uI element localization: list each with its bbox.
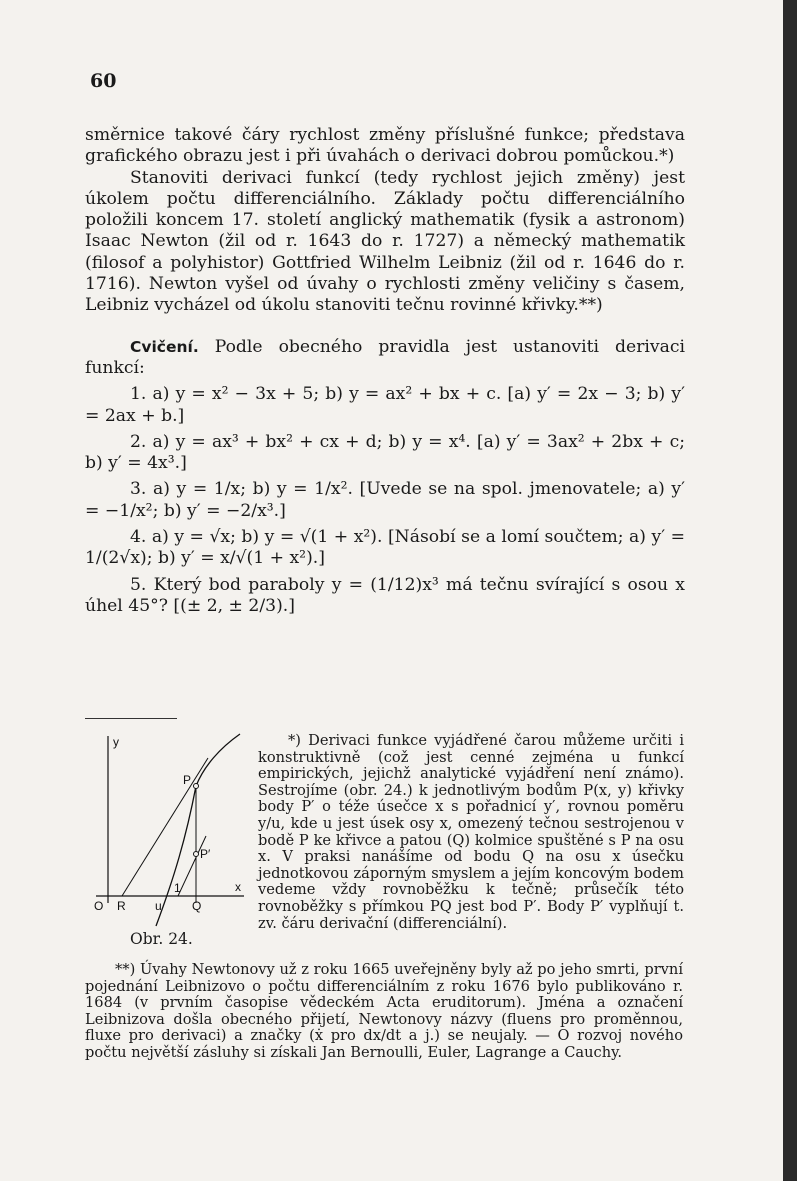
footnote-2: [85, 962, 683, 1062]
point-p: [194, 784, 199, 789]
exercise-item: 4. a) y = √x; b) y = √(1 + x²). [Násobí se a lomí součtem; a) y′ = 1/(2√x); b) y′ = x/√(1 + x²).]: [85, 527, 685, 569]
paragraph: Stanoviti derivaci funkcí (tedy rychlost jejich změny) jest úkolem počtu differenciálního. Základy počtu differenciálního položili koncem 17. století anglický mathematik (fysik a astronom) Isaac Newton (žil od r. 1643 do r. 1727) a německý mathematik (filosof a polyhistor) Gottfried Wilhelm Leibniz (žil od r. 1646 do r. 1716). Newton vyšel od úvahy o rychlosti změny veličiny s časem, Leibniz vycházel od úkolu stanoviti tečnu rovinné křivky.**): [85, 167, 685, 316]
curve: [156, 734, 240, 926]
footnote-divider: [85, 718, 177, 719]
footnote-1: [258, 733, 684, 932]
exercise-item: 2. a) y = ax³ + bx² + cx + d; b) y = x⁴. [a) y′ = 3ax² + 2bx + c; b) y′ = 4x³.]: [85, 431, 685, 474]
label-u: u: [155, 899, 162, 913]
label-one: 1: [174, 881, 181, 895]
main-text: [85, 125, 685, 617]
figure-diagram: [82, 728, 264, 928]
y-axis-label: y: [113, 735, 119, 749]
exercises-heading: [85, 337, 685, 380]
origin-label: O: [94, 899, 104, 913]
figure-caption: Obr. 24.: [130, 930, 193, 948]
label-r: R: [117, 899, 126, 913]
footnote-text: *) Derivaci funkce vyjádřené čarou můžeme určiti i konstruktivně (což jest cenné zejména u funkcí empirických, jejichž analytické vyjádření není známo). Sestrojíme (obr. 24.) k jednotlivým bodům P(x, y) křivky body P′ o téže úsečce x s pořadnicí y′, rovnou poměru y/u, kde u jest úsek osy x, omezený tečnou sestrojenou v bodě P ke křivce a patou (Q) kolmice spuštěné s P na osu x. V praksi nanášíme od bodu Q na osu x úsečku jednotkovou záporným smyslem a jejím koncovým bodem vedeme vždy rovnoběžku k tečně; průsečík této rovnoběžky s přímkou PQ jest bod P′. Body P′ vyplňují t. zv. čáru derivační (differenciální).: [258, 732, 684, 932]
exercise-item: 5. Který bod paraboly y = (1/12)x³ má tečnu svírající s osou x úhel 45°? [(± 2, ± 2/3).]: [85, 574, 685, 616]
x-axis-label: x: [235, 880, 241, 894]
point-p-prime: [194, 852, 199, 857]
exercise-item: 1. a) y = x² − 3x + 5; b) y = ax² + bx + c. [a) y′ = 2x − 3; b) y′ = 2ax + b.]: [85, 384, 685, 426]
exercises-intro: Podle obecného pravidla jest ustanoviti derivaci funkcí:: [85, 336, 685, 378]
exercise-item: 3. a) y = 1/x; b) y = 1/x². [Uvede se na spol. jmenovatele; a) y′ = −1/x²; b) y′ = −2/x³.]: [85, 479, 685, 521]
paragraph: směrnice takové čáry rychlost změny příslušné funkce; představa grafického obrazu jest i při úvahách o derivaci dobrou pomůckou.*): [85, 125, 685, 167]
tangent-line: [122, 758, 208, 896]
exercises-title: Cvičení.: [130, 337, 199, 356]
page-number: 60: [90, 70, 117, 92]
label-p-prime: P′: [200, 847, 211, 861]
figure-24: [82, 728, 264, 958]
label-q: Q: [192, 899, 202, 913]
footnote-text: **) Úvahy Newtonovy už z roku 1665 uveřejněny byly až po jeho smrti, první pojednání Leibnizovo o počtu differenciálním z roku 1676 bylo publikováno r. 1684 (v prvním časopise vědeckém Acta eruditorum). Jména a označení Leibnizova došla obecného přijetí, Newtonovy názvy (fluens pro proměnnou, fluxe pro derivaci) a značky (ẋ pro dx/dt a j.) se neujaly. — O rozvoj nového počtu největší zásluhy si získali Jan Bernoulli, Euler, Lagrange a Cauchy.: [85, 961, 683, 1061]
label-p: P: [183, 773, 192, 787]
